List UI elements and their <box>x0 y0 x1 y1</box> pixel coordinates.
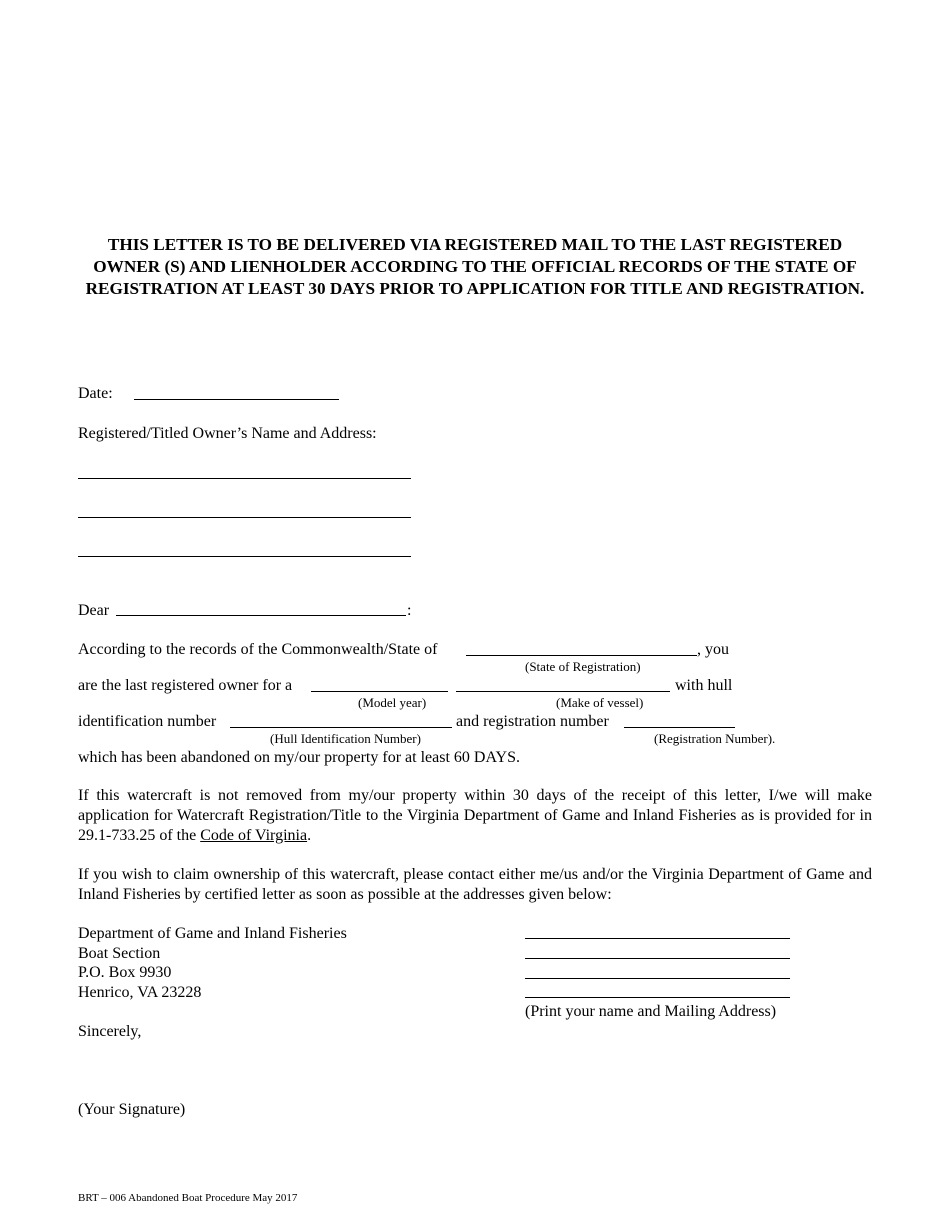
address-line-3: P.O. Box 9930 <box>78 964 172 981</box>
registration-number-field[interactable] <box>624 727 735 728</box>
state-caption: (State of Registration) <box>525 659 641 674</box>
code-of-virginia: Code of Virginia <box>200 827 308 844</box>
owner-label: Registered/Titled Owner’s Name and Address: <box>78 425 377 442</box>
address-line-4: Henrico, VA 23228 <box>78 984 202 1001</box>
model-year-field[interactable] <box>311 691 448 692</box>
state-of-registration-field[interactable] <box>466 655 697 656</box>
model-caption: (Model year) <box>358 695 427 710</box>
dear-name-field[interactable] <box>116 615 406 616</box>
removal-paragraph <box>78 786 872 846</box>
date-field[interactable] <box>134 399 339 400</box>
make-caption: (Make of vessel) <box>556 695 644 710</box>
owner-address-line-2[interactable] <box>78 517 411 518</box>
records-line-2-end: with hull <box>675 677 733 694</box>
make-of-vessel-field[interactable] <box>456 691 670 692</box>
records-line-1: According to the records of the Commonwealth/State of <box>78 641 438 658</box>
date-label: Date: <box>78 385 113 402</box>
address-line-2: Boat Section <box>78 945 161 962</box>
records-line-3: identification number <box>78 713 217 730</box>
address-line-1: Department of Game and Inland Fisheries <box>78 925 347 942</box>
removal-paragraph-text: If this watercraft is not removed from my/our property within 30 days of the receipt of this letter, I/we will make application for Watercraft Registration/Title to the Virginia Department of Game and Inland Fisheries as is provided for in 29.1-733.25 of the <box>78 787 872 844</box>
claim-paragraph: If you wish to claim ownership of this watercraft, please contact either me/us and/or the Virginia Department of Game and Inland Fisheries by certified letter as soon as possible at the addresses given below: <box>78 866 872 903</box>
print-name-line-2[interactable] <box>525 958 790 959</box>
print-name-line-4[interactable] <box>525 997 790 998</box>
records-line-2: are the last registered owner for a <box>78 677 293 694</box>
records-line-1-end: , you <box>697 641 729 658</box>
removal-paragraph-end: . <box>307 827 312 844</box>
sincerely: Sincerely, <box>78 1023 142 1040</box>
signature-caption: (Your Signature) <box>78 1101 186 1118</box>
hull-id-field[interactable] <box>230 727 452 728</box>
print-name-line-1[interactable] <box>525 938 790 939</box>
dear-colon: : <box>407 602 412 619</box>
print-name-line-3[interactable] <box>525 978 790 979</box>
print-name-caption: (Print your name and Mailing Address) <box>525 1003 777 1020</box>
records-line-4: which has been abandoned on my/our property for at least 60 DAYS. <box>78 749 520 766</box>
owner-address-line-1[interactable] <box>78 478 411 479</box>
registration-caption: (Registration Number). <box>654 731 776 746</box>
hull-caption: (Hull Identification Number) <box>270 731 421 746</box>
owner-address-line-3[interactable] <box>78 556 411 557</box>
records-line-3-mid: and registration number <box>456 713 609 730</box>
letter-heading: THIS LETTER IS TO BE DELIVERED VIA REGISTERED MAIL TO THE LAST REGISTERED OWNER (S) AND LIENHOLDER ACCORDING TO THE OFFICIAL RECORDS OF THE STATE OF REGISTRATION AT LEAST 30 DAYS PRIOR TO APPLICATION FOR TITLE AND REGISTRATION. <box>85 235 865 298</box>
dear-label: Dear <box>78 602 110 619</box>
footer: BRT – 006 Abandoned Boat Procedure May 2017 <box>78 1192 298 1204</box>
